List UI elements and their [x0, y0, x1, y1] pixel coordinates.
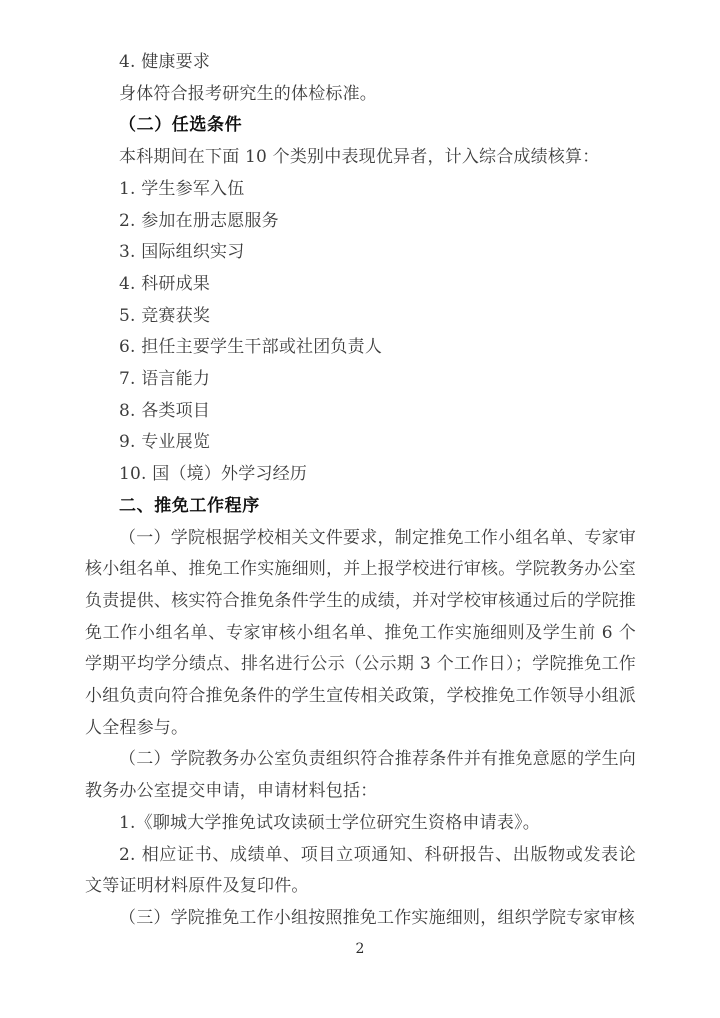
paragraph: （三）学院推免工作小组按照推免工作实施细则，组织学院专家审核 [119, 907, 635, 928]
paragraph: 9. 专业展览 [119, 432, 211, 453]
paragraph: 2. 相应证书、成绩单、项目立项通知、科研报告、出版物或发表论文等证明材料原件及复印件。 [85, 844, 636, 897]
section-heading: （二）任选条件 [119, 115, 243, 136]
paragraph: 1. 学生参军入伍 [119, 178, 245, 199]
paragraph: 7. 语言能力 [119, 369, 211, 390]
paragraph: （二）学院教务办公室负责组织符合推荐条件并有推免意愿的学生向教务办公室提交申请，申请材料包括： [85, 749, 636, 802]
paragraph: 2. 参加在册志愿服务 [119, 210, 279, 231]
document-content [85, 47, 636, 935]
paragraph: 8. 各类项目 [119, 400, 211, 421]
paragraph: 10. 国（境）外学习经历 [119, 464, 308, 485]
paragraph: 5. 竞赛获奖 [119, 305, 211, 326]
paragraph: （一）学院根据学校相关文件要求，制定推免工作小组名单、专家审核小组名单、推免工作实施细则，并上报学校进行审核。学院教务办公室负责提供、核实符合推免条件学生的成绩，并对学校审核通过后的学院推免工作小组名单、专家审核小组名单、推免工作实施细则及学生前 6 个学期平均学分绩点、排名进行公示（公示期 3 个工作日）；学院推免工作小组负责向符合推免条件的学生宣传相关政策，学校推免工作领导小组派人全程参与。 [85, 527, 636, 738]
page-number: 2 [355, 941, 365, 957]
paragraph: 6. 担任主要学生干部或社团负责人 [119, 337, 383, 358]
paragraph: 1.《聊城大学推免试攻读硕士学位研究生资格申请表》。 [119, 812, 540, 833]
paragraph: 3. 国际组织实习 [119, 242, 245, 263]
paragraph: 身体符合报考研究生的体检标准。 [119, 83, 377, 104]
paragraph: 4. 科研成果 [119, 273, 211, 294]
section-heading: 二、推免工作程序 [119, 495, 260, 516]
paragraph: 本科期间在下面 10 个类别中表现优异者，计入综合成绩核算： [119, 147, 600, 168]
paragraph: 4. 健康要求 [119, 52, 211, 72]
